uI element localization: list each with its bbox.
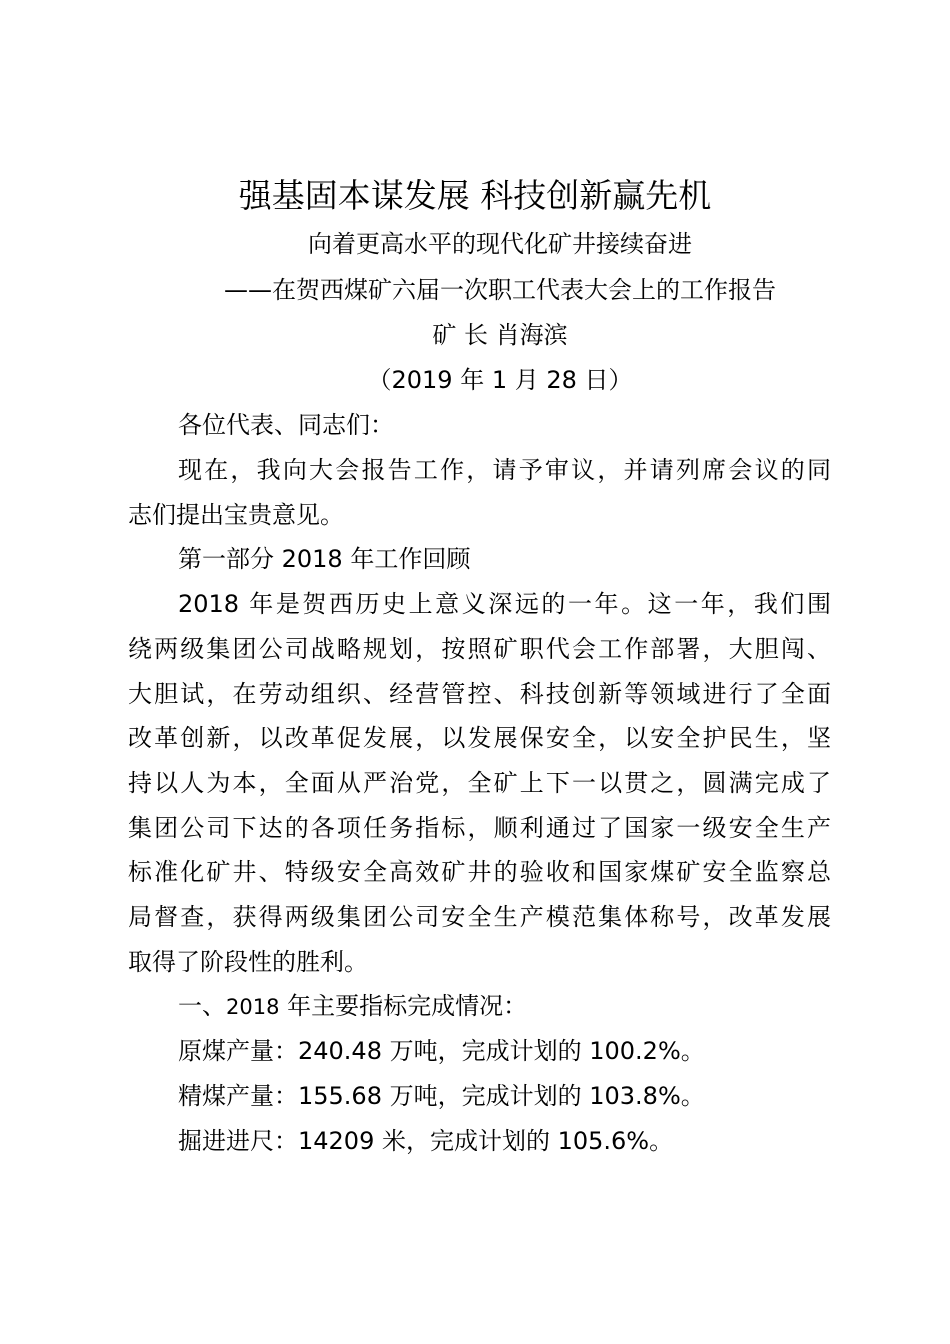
section-heading: 第一部分 2018 年工作回顾 <box>178 545 471 573</box>
intro-line-1: 现在，我向大会报告工作，请予审议，并请列席会议的同 <box>178 456 831 484</box>
indicator-tunneling: 掘进进尺：14209 米，完成计划的 105.6%。 <box>178 1127 674 1155</box>
indicators-heading <box>178 991 527 1022</box>
paragraph-line-3: 大胆试，在劳动组织、经营管控、科技创新等领域进行了全面 <box>128 680 831 708</box>
intro-line-2: 志们提出宝贵意见。 <box>128 501 344 529</box>
paragraph-line-1: 2018 年是贺西历史上意义深远的一年。这一年，我们围 <box>178 590 831 618</box>
paragraph-line-8: 局督查，获得两级集团公司安全生产模范集体称号，改革发展 <box>128 903 831 931</box>
paragraph-line-5: 持以人为本，全面从严治党，全矿上下一以贯之，圆满完成了 <box>128 769 831 797</box>
paragraph-line-7: 标准化矿井、特级安全高效矿井的验收和国家煤矿安全监察总 <box>128 858 831 886</box>
document-subtitle-2: ——在贺西煤矿六届一次职工代表大会上的工作报告 <box>224 276 776 304</box>
report-date: （2019 年 1 月 28 日） <box>367 366 633 394</box>
indicator-raw-coal: 原煤产量：240.48 万吨，完成计划的 100.2%。 <box>178 1037 705 1065</box>
salutation: 各位代表、同志们： <box>178 411 394 439</box>
document-title: 强基固本谋发展 科技创新赢先机 <box>238 176 712 215</box>
paragraph-line-6: 集团公司下达的各项任务指标，顺利通过了国家一级安全生产 <box>128 814 831 842</box>
document-subtitle: 向着更高水平的现代化矿井接续奋进 <box>308 230 692 258</box>
author-line: 矿 长 肖海滨 <box>432 321 568 349</box>
paragraph-line-2: 绕两级集团公司战略规划，按照矿职代会工作部署，大胆闯、 <box>128 635 831 663</box>
indicators-heading-rest: 年主要指标完成情况： <box>279 992 528 1020</box>
paragraph-line-4: 改革创新，以改革促发展，以发展保安全，以安全护民生，坚 <box>128 724 831 752</box>
indicator-clean-coal: 精煤产量：155.68 万吨，完成计划的 103.8%。 <box>178 1082 705 1110</box>
paragraph-line-9: 取得了阶段性的胜利。 <box>128 948 368 976</box>
indicators-heading-prefix: 一、 <box>178 992 226 1020</box>
indicators-heading-year: 2018 <box>226 995 280 1019</box>
